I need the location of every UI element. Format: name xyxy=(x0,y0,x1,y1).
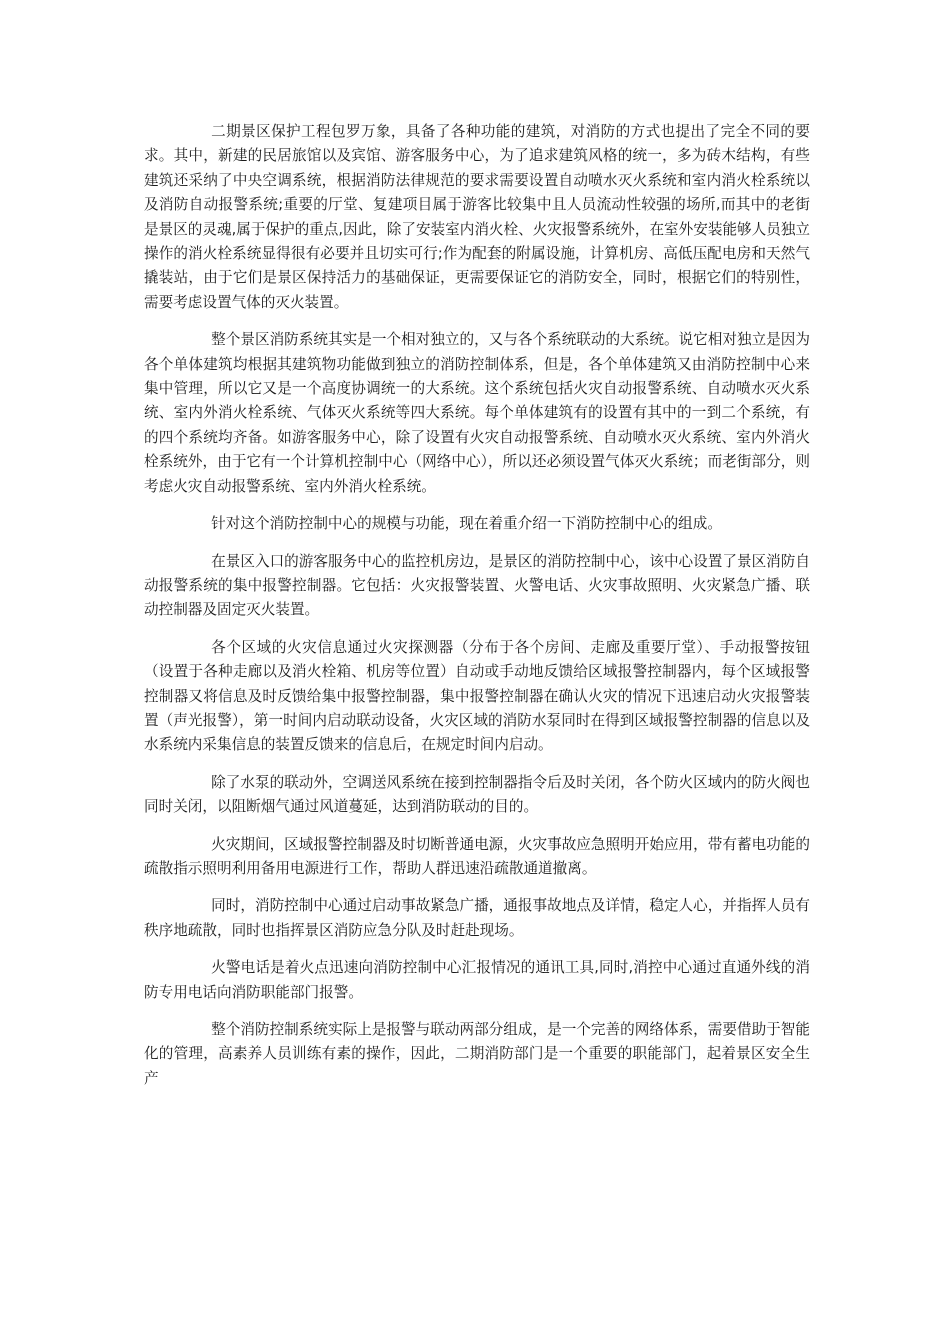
document-body xyxy=(144,120,810,1091)
paragraph-9: 火警电话是着火点迅速向消防控制中心汇报情况的通讯工具,同时,消控中心通过直通外线的消防专用电话向消防职能部门报警。 xyxy=(144,959,810,1001)
paragraph-2: 整个景区消防系统其实是一个相对独立的，又与各个系统联动的大系统。说它相对独立是因为各个单体建筑均根据其建筑物功能做到独立的消防控制体系，但是，各个单体建筑又由消防控制中心来集中管理，所以它又是一个高度协调统一的大系统。这个系统包括火灾自动报警系统、自动喷水灭火系统、室内外消火栓系统、气体灭火系统等四大系统。每个单体建筑有的设置有其中的一到二个系统，有的四个系统均齐备。如游客服务中心，除了设置有火灾自动报警系统、自动喷水灭火系统、室内外消火栓系统外，由于它有一个计算机控制中心（网络中心），所以还必须设置气体灭火系统；而老街部分，则考虑火灾自动报警系统、室内外消火栓系统。 xyxy=(144,331,810,495)
paragraph-6: 除了水泵的联动外，空调送风系统在接到控制器指令后及时关闭，各个防火区域内的防火阀也同时关闭，以阻断烟气通过风道蔓延，达到消防联动的目的。 xyxy=(144,773,810,816)
paragraph-5: 各个区域的火灾信息通过火灾探测器（分布于各个房间、走廊及重要厅堂）、手动报警按钮（设置于各种走廊以及消火栓箱、机房等位置）自动或手动地反馈给区域报警控制器内，每个区域报警控制器又将信息及时反馈给集中报警控制器，集中报警控制器在确认火灾的情况下迅速启动火灾报警装置（声光报警），第一时间内启动联动设备，火灾区域的消防水泵同时在得到区域报警控制器的信息以及水系统内采集信息的装置反馈来的信息后，在规定时间内启动。 xyxy=(144,638,810,754)
paragraph-3: 针对这个消防控制中心的规模与功能，现在着重介绍一下消防控制中心的组成。 xyxy=(211,515,722,533)
paragraph-7: 火灾期间，区域报警控制器及时切断普通电源，火灾事故应急照明开始应用，带有蓄电功能的疏散指示照明利用备用电源进行工作，帮助人群迅速沿疏散通道撤离。 xyxy=(144,835,810,877)
paragraph-10: 整个消防控制系统实际上是报警与联动两部分组成，是一个完善的网络体系，需要借助于智能化的管理，高素养人员训练有素的操作，因此，二期消防部门是一个重要的职能部门，起着景区安全生产 xyxy=(144,1021,810,1087)
paragraph-8: 同时，消防控制中心通过启动事故紧急广播，通报事故地点及详情，稳定人心，并指挥人员有秩序地疏散，同时也指挥景区消防应急分队及时赶赴现场。 xyxy=(144,897,810,939)
paragraph-4: 在景区入口的游客服务中心的监控机房边，是景区的消防控制中心，该中心设置了景区消防自动报警系统的集中报警控制器。它包括：火灾报警装置、火警电话、火灾事故照明、火灾紧急广播、联动控制器及固定灭火装置。 xyxy=(144,552,810,619)
paragraph-1: 二期景区保护工程包罗万象，具备了各种功能的建筑，对消防的方式也提出了完全不同的要求。其中，新建的民居旅馆以及宾馆、游客服务中心，为了追求建筑风格的统一，多为砖木结构，有些建筑还采纳了中央空调系统，根据消防法律规范的要求需要设置自动喷水灭火系统和室内消火栓系统以及消防自动报警系统;重要的厅堂、复建项目属于游客比较集中且人员流动性较强的场所,而其中的老街是景区的灵魂,属于保护的重点,因此，除了安装室内消火栓、火灾报警系统外，在室外安装能够人员独立操作的消火栓系统显得很有必要并且切实可行;作为配套的附属设施，计算机房、高低压配电房和天然气撬装站，由于它们是景区保持活力的基础保证，更需要保证它的消防安全，同时，根据它们的特别性，需要考虑设置气体的灭火装置。 xyxy=(144,123,811,311)
